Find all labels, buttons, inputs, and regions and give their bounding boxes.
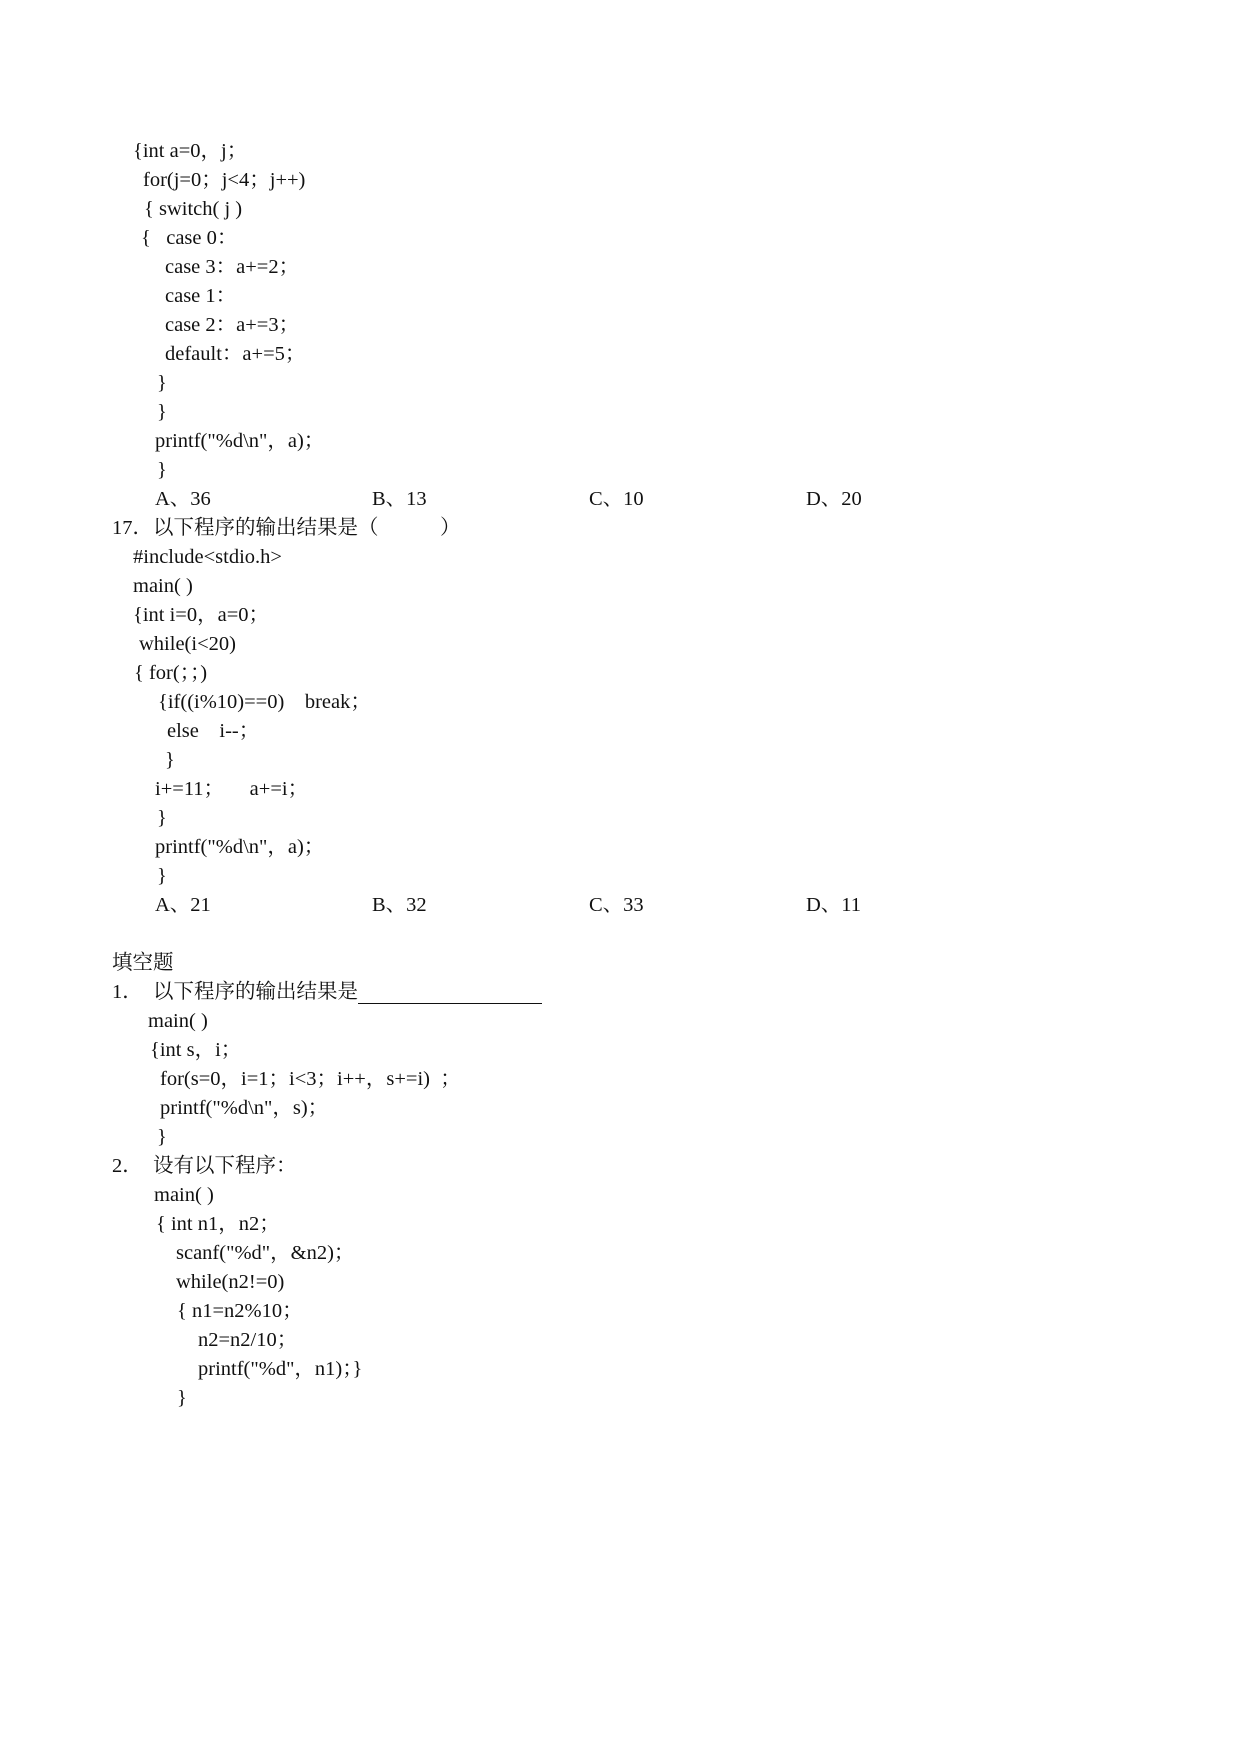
option-b: B、13 [372, 488, 427, 510]
option-b: B、32 [372, 894, 427, 916]
code-line: i+=11； a+=i； [155, 778, 309, 800]
fill-question-1 [112, 980, 542, 1004]
code-line: } [157, 459, 167, 481]
code-line: { case 0： [141, 227, 238, 249]
code-line: main( ) [148, 1010, 208, 1032]
code-line: #include<stdio.h> [133, 546, 282, 568]
code-line: printf("%d\n"，a)； [155, 430, 325, 452]
fill-question-2: 2． 设有以下程序： [112, 1155, 297, 1177]
code-line: {int i=0，a=0； [133, 604, 270, 626]
code-line: { int n1，n2； [156, 1213, 280, 1235]
code-line: {if((i%10)==0) break； [158, 691, 371, 713]
code-line: main( ) [154, 1184, 214, 1206]
code-line: default：a+=5； [165, 343, 306, 365]
option-a: A、36 [155, 488, 211, 510]
code-line: } [157, 372, 167, 394]
option-d: D、11 [806, 894, 862, 916]
code-line: case 1： [165, 285, 237, 307]
option-a: A、21 [155, 894, 211, 916]
code-line: {int s，i； [150, 1039, 242, 1061]
code-line: printf("%d\n"，a)； [155, 836, 325, 858]
code-line: } [157, 865, 167, 887]
question-17: 17．以下程序的输出结果是（ ） [112, 517, 461, 539]
code-line: { switch( j ) [144, 198, 243, 220]
section-heading: 填空题 [112, 952, 174, 974]
code-line: printf("%d\n"，s)； [160, 1097, 329, 1119]
code-line: while(n2!=0) [176, 1271, 285, 1293]
code-line: } [157, 401, 167, 423]
option-c: C、33 [589, 894, 644, 916]
code-line: } [165, 749, 175, 771]
code-line: {int a=0，j； [133, 140, 248, 162]
option-d: D、20 [806, 488, 862, 510]
code-line: case 3：a+=2； [165, 256, 300, 278]
code-line: for(s=0，i=1；i<3；i++，s+=i) ； [160, 1068, 461, 1090]
code-line: case 2：a+=3； [165, 314, 300, 336]
code-line: while(i<20) [139, 633, 236, 655]
code-line: { n1=n2%10； [177, 1300, 303, 1322]
code-line: printf("%d"，n1)；} [198, 1358, 363, 1380]
option-c: C、10 [589, 488, 644, 510]
answer-blank [358, 981, 542, 1004]
code-line: { for(；；) [134, 662, 208, 684]
code-line: n2=n2/10； [198, 1329, 298, 1351]
question-text: 1． 以下程序的输出结果是 [112, 981, 358, 1003]
code-line: } [177, 1387, 187, 1409]
code-line: main( ) [133, 575, 193, 597]
code-line: } [157, 807, 167, 829]
code-line: else i--； [167, 720, 260, 742]
code-line: } [157, 1126, 167, 1148]
code-line: scanf("%d"，&n2)； [176, 1242, 355, 1264]
code-line: for(j=0；j<4；j++) [143, 169, 306, 191]
